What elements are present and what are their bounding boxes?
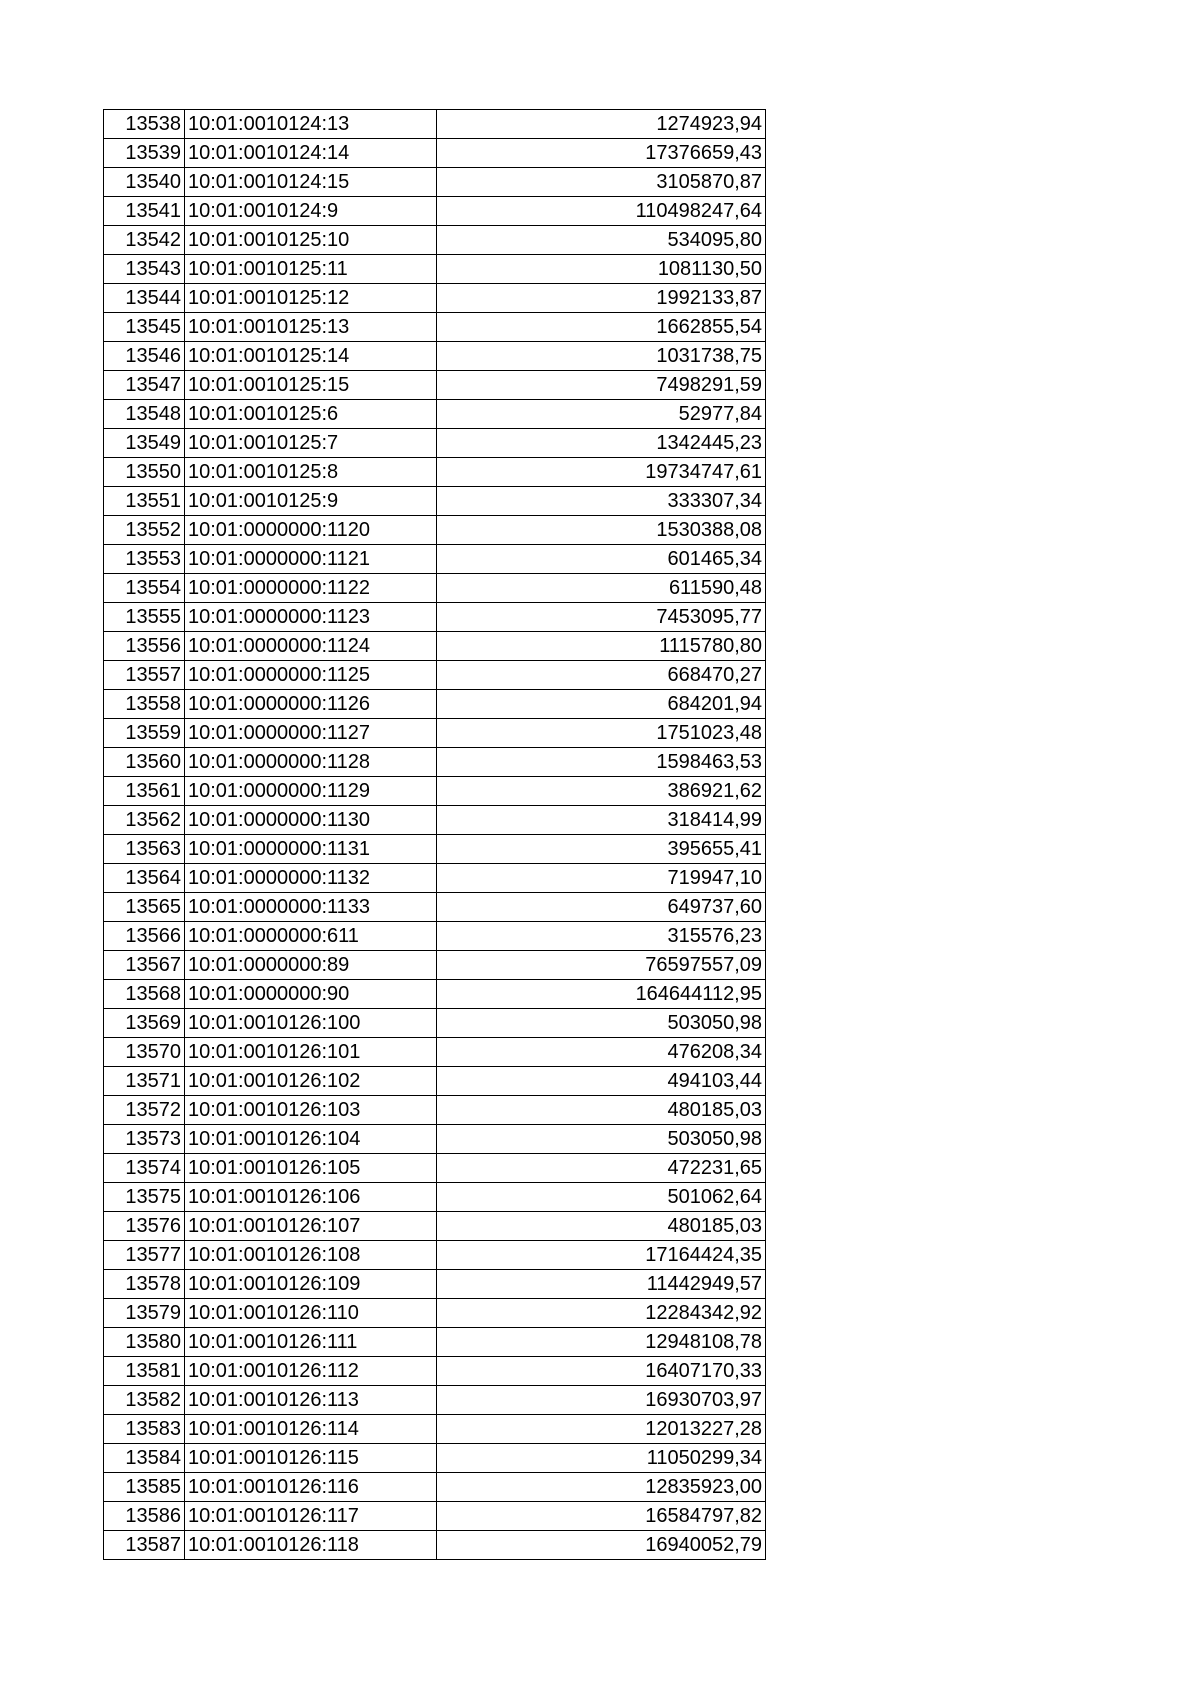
- cadastral-value-cell: 1662855,54: [437, 313, 766, 342]
- row-number-cell: 13567: [104, 951, 185, 980]
- table-row: [104, 1444, 766, 1473]
- cadastral-number-cell: 10:01:0010126:115: [185, 1444, 437, 1473]
- row-number-cell: 13554: [104, 574, 185, 603]
- cadastral-value-cell: 164644112,95: [437, 980, 766, 1009]
- table-row: [104, 1183, 766, 1212]
- row-number-cell: 13549: [104, 429, 185, 458]
- cadastral-value-cell: 386921,62: [437, 777, 766, 806]
- table-row: [104, 777, 766, 806]
- table-row: [104, 110, 766, 139]
- row-number-cell: 13572: [104, 1096, 185, 1125]
- row-number-cell: 13545: [104, 313, 185, 342]
- cadastral-number-cell: 10:01:0000000:1124: [185, 632, 437, 661]
- cadastral-value-cell: 601465,34: [437, 545, 766, 574]
- cadastral-number-cell: 10:01:0000000:1128: [185, 748, 437, 777]
- row-number-cell: 13574: [104, 1154, 185, 1183]
- row-number-cell: 13560: [104, 748, 185, 777]
- table-row: [104, 574, 766, 603]
- cadastral-number-cell: 10:01:0010125:12: [185, 284, 437, 313]
- row-number-cell: 13587: [104, 1531, 185, 1560]
- row-number-cell: 13548: [104, 400, 185, 429]
- cadastral-value-cell: 1992133,87: [437, 284, 766, 313]
- cadastral-number-cell: 10:01:0010126:107: [185, 1212, 437, 1241]
- table-row: [104, 1386, 766, 1415]
- cadastral-number-cell: 10:01:0000000:1121: [185, 545, 437, 574]
- cadastral-number-cell: 10:01:0010125:13: [185, 313, 437, 342]
- cadastral-value-cell: 17376659,43: [437, 139, 766, 168]
- table-row: [104, 197, 766, 226]
- row-number-cell: 13563: [104, 835, 185, 864]
- cadastral-value-cell: 668470,27: [437, 661, 766, 690]
- cadastral-number-cell: 10:01:0000000:1125: [185, 661, 437, 690]
- cadastral-value-cell: 11442949,57: [437, 1270, 766, 1299]
- cadastral-number-cell: 10:01:0010126:109: [185, 1270, 437, 1299]
- cadastral-value-cell: 1751023,48: [437, 719, 766, 748]
- row-number-cell: 13562: [104, 806, 185, 835]
- row-number-cell: 13557: [104, 661, 185, 690]
- cadastral-value-cell: 472231,65: [437, 1154, 766, 1183]
- cadastral-number-cell: 10:01:0010125:8: [185, 458, 437, 487]
- cadastral-value-cell: 684201,94: [437, 690, 766, 719]
- row-number-cell: 13543: [104, 255, 185, 284]
- cadastral-number-cell: 10:01:0010126:103: [185, 1096, 437, 1125]
- table-row: [104, 719, 766, 748]
- cadastral-number-cell: 10:01:0010126:113: [185, 1386, 437, 1415]
- cadastral-value-cell: 611590,48: [437, 574, 766, 603]
- cadastral-number-cell: 10:01:0010126:106: [185, 1183, 437, 1212]
- table-row: [104, 226, 766, 255]
- cadastral-value-cell: 16584797,82: [437, 1502, 766, 1531]
- table-row: [104, 661, 766, 690]
- row-number-cell: 13575: [104, 1183, 185, 1212]
- cadastral-value-cell: 1274923,94: [437, 110, 766, 139]
- row-number-cell: 13569: [104, 1009, 185, 1038]
- cadastral-value-cell: 534095,80: [437, 226, 766, 255]
- cadastral-number-cell: 10:01:0010126:118: [185, 1531, 437, 1560]
- table-row: [104, 632, 766, 661]
- table-row: [104, 1212, 766, 1241]
- cadastral-number-cell: 10:01:0000000:1122: [185, 574, 437, 603]
- cadastral-value-cell: 1081130,50: [437, 255, 766, 284]
- cadastral-number-cell: 10:01:0010125:11: [185, 255, 437, 284]
- table-row: [104, 545, 766, 574]
- table-row: [104, 1038, 766, 1067]
- cadastral-number-cell: 10:01:0010125:6: [185, 400, 437, 429]
- cadastral-number-cell: 10:01:0000000:1126: [185, 690, 437, 719]
- row-number-cell: 13555: [104, 603, 185, 632]
- cadastral-value-cell: 7498291,59: [437, 371, 766, 400]
- row-number-cell: 13539: [104, 139, 185, 168]
- row-number-cell: 13579: [104, 1299, 185, 1328]
- row-number-cell: 13552: [104, 516, 185, 545]
- table-row: [104, 1502, 766, 1531]
- cadastral-number-cell: 10:01:0010124:15: [185, 168, 437, 197]
- cadastral-number-cell: 10:01:0010126:108: [185, 1241, 437, 1270]
- table-body: [104, 110, 766, 1560]
- cadastral-number-cell: 10:01:0010126:105: [185, 1154, 437, 1183]
- cadastral-value-cell: 395655,41: [437, 835, 766, 864]
- cadastral-number-cell: 10:01:0000000:1127: [185, 719, 437, 748]
- cadastral-number-cell: 10:01:0010125:15: [185, 371, 437, 400]
- table-row: [104, 835, 766, 864]
- cadastral-number-cell: 10:01:0010124:9: [185, 197, 437, 226]
- cadastral-value-cell: 480185,03: [437, 1212, 766, 1241]
- row-number-cell: 13541: [104, 197, 185, 226]
- table-row: [104, 690, 766, 719]
- cadastral-number-cell: 10:01:0000000:611: [185, 922, 437, 951]
- table-row: [104, 922, 766, 951]
- table-row: [104, 806, 766, 835]
- table-row: [104, 255, 766, 284]
- row-number-cell: 13564: [104, 864, 185, 893]
- row-number-cell: 13551: [104, 487, 185, 516]
- table-row: [104, 1067, 766, 1096]
- row-number-cell: 13585: [104, 1473, 185, 1502]
- cadastral-value-cell: 503050,98: [437, 1125, 766, 1154]
- row-number-cell: 13558: [104, 690, 185, 719]
- cadastral-number-cell: 10:01:0000000:1132: [185, 864, 437, 893]
- row-number-cell: 13561: [104, 777, 185, 806]
- cadastral-number-cell: 10:01:0000000:89: [185, 951, 437, 980]
- cadastral-value-cell: 19734747,61: [437, 458, 766, 487]
- cadastral-number-cell: 10:01:0010125:10: [185, 226, 437, 255]
- row-number-cell: 13580: [104, 1328, 185, 1357]
- table-row: [104, 313, 766, 342]
- cadastral-value-cell: 12835923,00: [437, 1473, 766, 1502]
- cadastral-number-cell: 10:01:0010124:14: [185, 139, 437, 168]
- cadastral-value-cell: 11050299,34: [437, 1444, 766, 1473]
- cadastral-value-cell: 1115780,80: [437, 632, 766, 661]
- table-row: [104, 893, 766, 922]
- cadastral-number-cell: 10:01:0010126:116: [185, 1473, 437, 1502]
- cadastral-value-cell: 315576,23: [437, 922, 766, 951]
- table-row: [104, 1415, 766, 1444]
- cadastral-value-cell: 16940052,79: [437, 1531, 766, 1560]
- row-number-cell: 13547: [104, 371, 185, 400]
- row-number-cell: 13576: [104, 1212, 185, 1241]
- cadastral-value-cell: 501062,64: [437, 1183, 766, 1212]
- cadastral-number-cell: 10:01:0010126:101: [185, 1038, 437, 1067]
- table-row: [104, 864, 766, 893]
- cadastral-number-cell: 10:01:0010125:9: [185, 487, 437, 516]
- row-number-cell: 13571: [104, 1067, 185, 1096]
- table-row: [104, 1299, 766, 1328]
- cadastral-value-cell: 719947,10: [437, 864, 766, 893]
- cadastral-value-cell: 12948108,78: [437, 1328, 766, 1357]
- cadastral-number-cell: 10:01:0010126:112: [185, 1357, 437, 1386]
- cadastral-value-cell: 16930703,97: [437, 1386, 766, 1415]
- table-row: [104, 139, 766, 168]
- row-number-cell: 13538: [104, 110, 185, 139]
- cadastral-value-cell: 480185,03: [437, 1096, 766, 1125]
- cadastral-number-cell: 10:01:0010126:114: [185, 1415, 437, 1444]
- table-row: [104, 1328, 766, 1357]
- cadastral-number-cell: 10:01:0000000:90: [185, 980, 437, 1009]
- cadastral-value-cell: 318414,99: [437, 806, 766, 835]
- row-number-cell: 13542: [104, 226, 185, 255]
- cadastral-value-cell: 12284342,92: [437, 1299, 766, 1328]
- row-number-cell: 13568: [104, 980, 185, 1009]
- table-row: [104, 1154, 766, 1183]
- row-number-cell: 13559: [104, 719, 185, 748]
- cadastral-number-cell: 10:01:0010126:102: [185, 1067, 437, 1096]
- table-row: [104, 1009, 766, 1038]
- table-row: [104, 1096, 766, 1125]
- table-row: [104, 458, 766, 487]
- cadastral-number-cell: 10:01:0000000:1131: [185, 835, 437, 864]
- cadastral-number-cell: 10:01:0010126:100: [185, 1009, 437, 1038]
- cadastral-value-cell: 76597557,09: [437, 951, 766, 980]
- table-row: [104, 429, 766, 458]
- row-number-cell: 13556: [104, 632, 185, 661]
- row-number-cell: 13582: [104, 1386, 185, 1415]
- table-row: [104, 371, 766, 400]
- cadastral-value-cell: 649737,60: [437, 893, 766, 922]
- table-row: [104, 1531, 766, 1560]
- cadastral-value-cell: 503050,98: [437, 1009, 766, 1038]
- cadastral-number-cell: 10:01:0010126:104: [185, 1125, 437, 1154]
- table-row: [104, 342, 766, 371]
- table-row: [104, 980, 766, 1009]
- table-row: [104, 603, 766, 632]
- row-number-cell: 13586: [104, 1502, 185, 1531]
- table-row: [104, 1125, 766, 1154]
- table-row: [104, 951, 766, 980]
- row-number-cell: 13584: [104, 1444, 185, 1473]
- cadastral-value-cell: 12013227,28: [437, 1415, 766, 1444]
- cadastral-number-cell: 10:01:0000000:1120: [185, 516, 437, 545]
- cadastral-value-table: [103, 109, 766, 1560]
- cadastral-number-cell: 10:01:0000000:1123: [185, 603, 437, 632]
- cadastral-value-cell: 16407170,33: [437, 1357, 766, 1386]
- row-number-cell: 13553: [104, 545, 185, 574]
- table-row: [104, 284, 766, 313]
- table-row: [104, 1357, 766, 1386]
- table-row: [104, 1473, 766, 1502]
- cadastral-value-cell: 1342445,23: [437, 429, 766, 458]
- row-number-cell: 13570: [104, 1038, 185, 1067]
- cadastral-value-cell: 52977,84: [437, 400, 766, 429]
- cadastral-number-cell: 10:01:0010126:110: [185, 1299, 437, 1328]
- table-row: [104, 516, 766, 545]
- table-row: [104, 168, 766, 197]
- row-number-cell: 13573: [104, 1125, 185, 1154]
- table-row: [104, 1241, 766, 1270]
- cadastral-number-cell: 10:01:0010126:111: [185, 1328, 437, 1357]
- cadastral-number-cell: 10:01:0000000:1130: [185, 806, 437, 835]
- row-number-cell: 13540: [104, 168, 185, 197]
- cadastral-value-cell: 110498247,64: [437, 197, 766, 226]
- table-row: [104, 1270, 766, 1299]
- row-number-cell: 13544: [104, 284, 185, 313]
- cadastral-value-cell: 476208,34: [437, 1038, 766, 1067]
- row-number-cell: 13546: [104, 342, 185, 371]
- cadastral-number-cell: 10:01:0010125:7: [185, 429, 437, 458]
- cadastral-value-cell: 494103,44: [437, 1067, 766, 1096]
- cadastral-value-cell: 1031738,75: [437, 342, 766, 371]
- table-row: [104, 487, 766, 516]
- row-number-cell: 13550: [104, 458, 185, 487]
- cadastral-number-cell: 10:01:0010124:13: [185, 110, 437, 139]
- row-number-cell: 13578: [104, 1270, 185, 1299]
- row-number-cell: 13583: [104, 1415, 185, 1444]
- row-number-cell: 13565: [104, 893, 185, 922]
- cadastral-number-cell: 10:01:0000000:1129: [185, 777, 437, 806]
- cadastral-number-cell: 10:01:0010125:14: [185, 342, 437, 371]
- cadastral-value-cell: 1598463,53: [437, 748, 766, 777]
- cadastral-value-cell: 17164424,35: [437, 1241, 766, 1270]
- row-number-cell: 13577: [104, 1241, 185, 1270]
- cadastral-value-cell: 333307,34: [437, 487, 766, 516]
- cadastral-number-cell: 10:01:0000000:1133: [185, 893, 437, 922]
- cadastral-value-cell: 1530388,08: [437, 516, 766, 545]
- cadastral-value-cell: 3105870,87: [437, 168, 766, 197]
- row-number-cell: 13581: [104, 1357, 185, 1386]
- table-row: [104, 400, 766, 429]
- cadastral-number-cell: 10:01:0010126:117: [185, 1502, 437, 1531]
- table-row: [104, 748, 766, 777]
- cadastral-value-cell: 7453095,77: [437, 603, 766, 632]
- row-number-cell: 13566: [104, 922, 185, 951]
